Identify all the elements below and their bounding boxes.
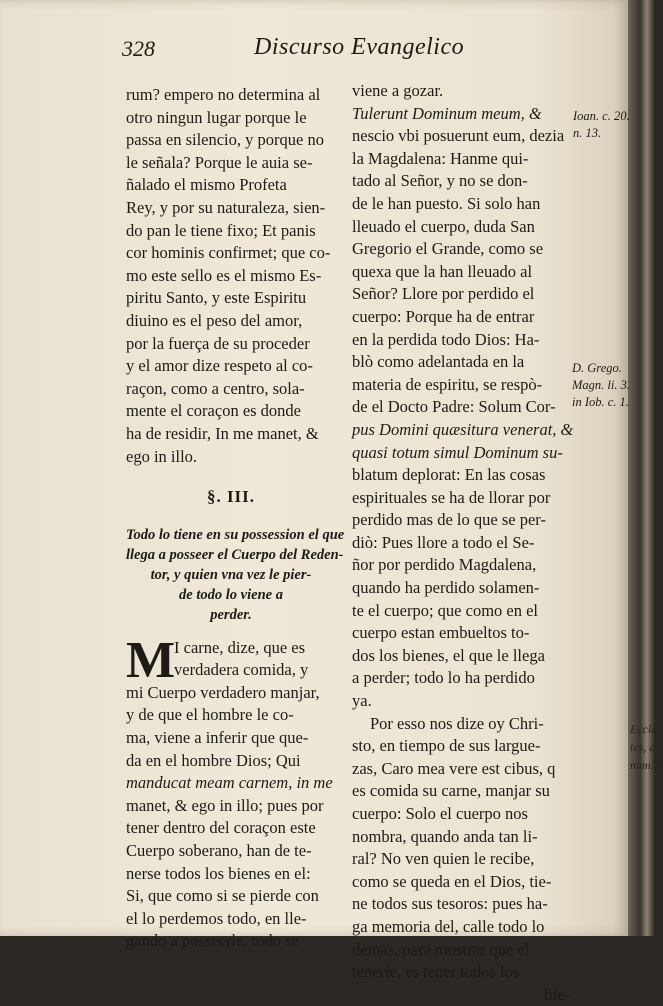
text-line: ga memoria del, calle todo lo: [352, 916, 545, 936]
text-line: ma, viene a inferir que que-: [126, 728, 309, 748]
summary-line: perder.: [210, 606, 252, 623]
summary-line: llega a posseer el Cuerpo del Reden-: [126, 546, 344, 563]
fragment-line: tes, c.: [630, 740, 658, 754]
margin-note-line: n. 13.: [573, 126, 602, 140]
margin-note-line: in Iob. c. 1.: [572, 395, 629, 409]
text-line: dos los bienes, el que le llega: [352, 645, 545, 665]
text-line: espirituales se ha de llorar por: [352, 487, 551, 507]
text-line: y el amor dize respeto al co-: [126, 356, 313, 376]
text-line: mo este sello es el mismo Es-: [126, 265, 322, 285]
text-line: perdido mas de lo que se per-: [352, 510, 546, 530]
text-line: pus Domini quæsitura venerat, &: [352, 419, 574, 439]
text-line: cuerpo: Porque ha de entrar: [352, 306, 535, 326]
text-line: blò como adelantada en la: [352, 352, 525, 372]
text-line: raçon, como a centro, sola-: [126, 378, 305, 398]
text-line: ha de residir, In me manet, &: [126, 423, 319, 443]
paragraph-with-dropcap: [126, 631, 336, 953]
page-number: 328: [122, 36, 155, 61]
margin-note-line: Magn. li. 3.: [572, 378, 630, 392]
facing-page-fragments: [630, 720, 663, 774]
text-line: passa en silencio, y porque no: [126, 130, 324, 150]
margin-note-gregory: [572, 360, 630, 411]
fragment-line: num. 1: [630, 758, 663, 772]
text-line: Rey, y por su naturaleza, sien-: [126, 197, 326, 217]
right-column: [352, 80, 574, 1006]
section-heading: §. III.: [206, 487, 256, 507]
text-line: Cuerpo soberano, han de te-: [126, 841, 312, 861]
text-line: diuino es el peso del amor,: [126, 310, 303, 330]
summary-line: Todo lo tiene en su possession el que: [126, 526, 345, 543]
text-line: es comida su carne, manjar su: [352, 781, 550, 801]
text-line: verdadera comida, y: [174, 660, 309, 680]
text-line: I carne, dize, que es: [174, 637, 306, 657]
fragment-line: Eccles: [630, 722, 662, 736]
text-line: gando a posseerle, todo se: [126, 931, 299, 951]
margin-note-line: D. Grego.: [572, 361, 622, 375]
text-line: ral? No ven quien le recibe,: [352, 849, 535, 869]
text-line: sto, en tiempo de sus largue-: [352, 736, 541, 756]
text-line: en la perdida todo Dios: Ha-: [352, 329, 540, 349]
text-line: como se queda en el Dios, tie-: [352, 871, 552, 891]
text-line: ne todos sus tesoros: pues ha-: [352, 894, 548, 914]
text-line: ya.: [352, 691, 372, 711]
text-line: y de que el hombre le co-: [126, 705, 294, 725]
text-line: Por esso nos dize oy Chri-: [370, 713, 544, 733]
text-line: la Magdalena: Hanme qui-: [352, 148, 529, 168]
text-line: rum? empero no determina al: [126, 85, 321, 104]
margin-note-john: [573, 108, 630, 142]
text-line: quasi totum simul Dominum su-: [352, 442, 563, 462]
text-line: diò: Pues llore a todo el Se-: [352, 532, 535, 552]
text-line: Tulerunt Dominum meum, &: [352, 103, 542, 123]
text-line: lleuado el cuerpo, duda San: [352, 216, 535, 236]
catchword: bie-: [544, 984, 570, 1004]
text-line: nombra, quando anda tan li-: [352, 826, 538, 846]
facing-page-edge: [628, 0, 663, 936]
text-line: ego in illo.: [126, 446, 198, 466]
text-line: nescio vbi posuerunt eum, dezia: [352, 126, 565, 146]
text-line: zas, Caro mea vere est cibus, q: [352, 758, 556, 778]
text-line: viene a gozar.: [352, 81, 444, 100]
text-line: a perder; todo lo ha perdido: [352, 668, 535, 688]
text-line: ñor por perdido Magdalena,: [352, 555, 537, 575]
summary-line: de todo lo viene a: [179, 586, 283, 603]
text-line: manet, & ego in illo; pues por: [126, 795, 324, 815]
text-line: tener dentro del coraçon este: [126, 818, 316, 838]
text-line: ñalado el mismo Profeta: [126, 175, 287, 195]
text-line: mi Cuerpo verdadero manjar,: [126, 682, 320, 702]
margin-note-line: Ioan. c. 20.: [573, 109, 630, 123]
text-line: quando ha perdido solamen-: [352, 578, 540, 598]
text-line: materia de espiritu, se respò-: [352, 374, 543, 394]
text-line: tenerle, es tener todos los: [352, 962, 520, 982]
text-line: nerse todos los bienes en el:: [126, 863, 311, 883]
text-line: Señor? Llore por perdido el: [352, 284, 535, 304]
left-column: [126, 84, 345, 953]
running-head: Discurso Evangelico: [254, 34, 465, 60]
section-summary: [126, 525, 345, 625]
text-line: blatum deplorat: En las cosas: [352, 465, 546, 485]
text-line: Gregorio el Grande, como se: [352, 239, 544, 259]
text-line: le señala? Porque le auia se-: [126, 152, 313, 172]
text-line: te el cuerpo; que como en el: [352, 600, 539, 620]
text-line: cor hominis confirmet; que co-: [126, 243, 331, 263]
text-line: el lo perdemos todo, en lle-: [126, 908, 307, 928]
text-line: otro ningun lugar porque le: [126, 107, 307, 127]
text-line: por la fuerça de su proceder: [126, 333, 310, 353]
text-line: tado al Señor, y no se don-: [352, 171, 528, 191]
text-line: Si, que como si se pierde con: [126, 886, 319, 906]
text-line: mente el coraçon es donde: [126, 401, 302, 421]
page-header: [122, 32, 542, 64]
text-line: cuerpo: Solo el cuerpo nos: [352, 804, 528, 823]
text-line: do pan le tiene fixo; Et panis: [126, 220, 316, 240]
text-line: da en el hombre Dios; Qui: [126, 750, 301, 770]
text-line: de le han puesto. Si solo han: [352, 193, 541, 213]
text-line: cuerpo estan embueltos to-: [352, 623, 530, 643]
text-line: manducat meam carnem, in me: [126, 773, 333, 793]
text-line: quexa que la han lleuado al: [352, 261, 533, 281]
left-column-top-text: [126, 84, 336, 468]
summary-line: tor, y quien vna vez le pier-: [150, 566, 312, 583]
text-line: piritu Santo, y este Espiritu: [126, 288, 307, 308]
text-line: de el Docto Padre: Solum Cor-: [352, 397, 556, 417]
text-line: demas, para mostrar que el: [352, 939, 530, 959]
drop-cap: M: [126, 631, 176, 689]
